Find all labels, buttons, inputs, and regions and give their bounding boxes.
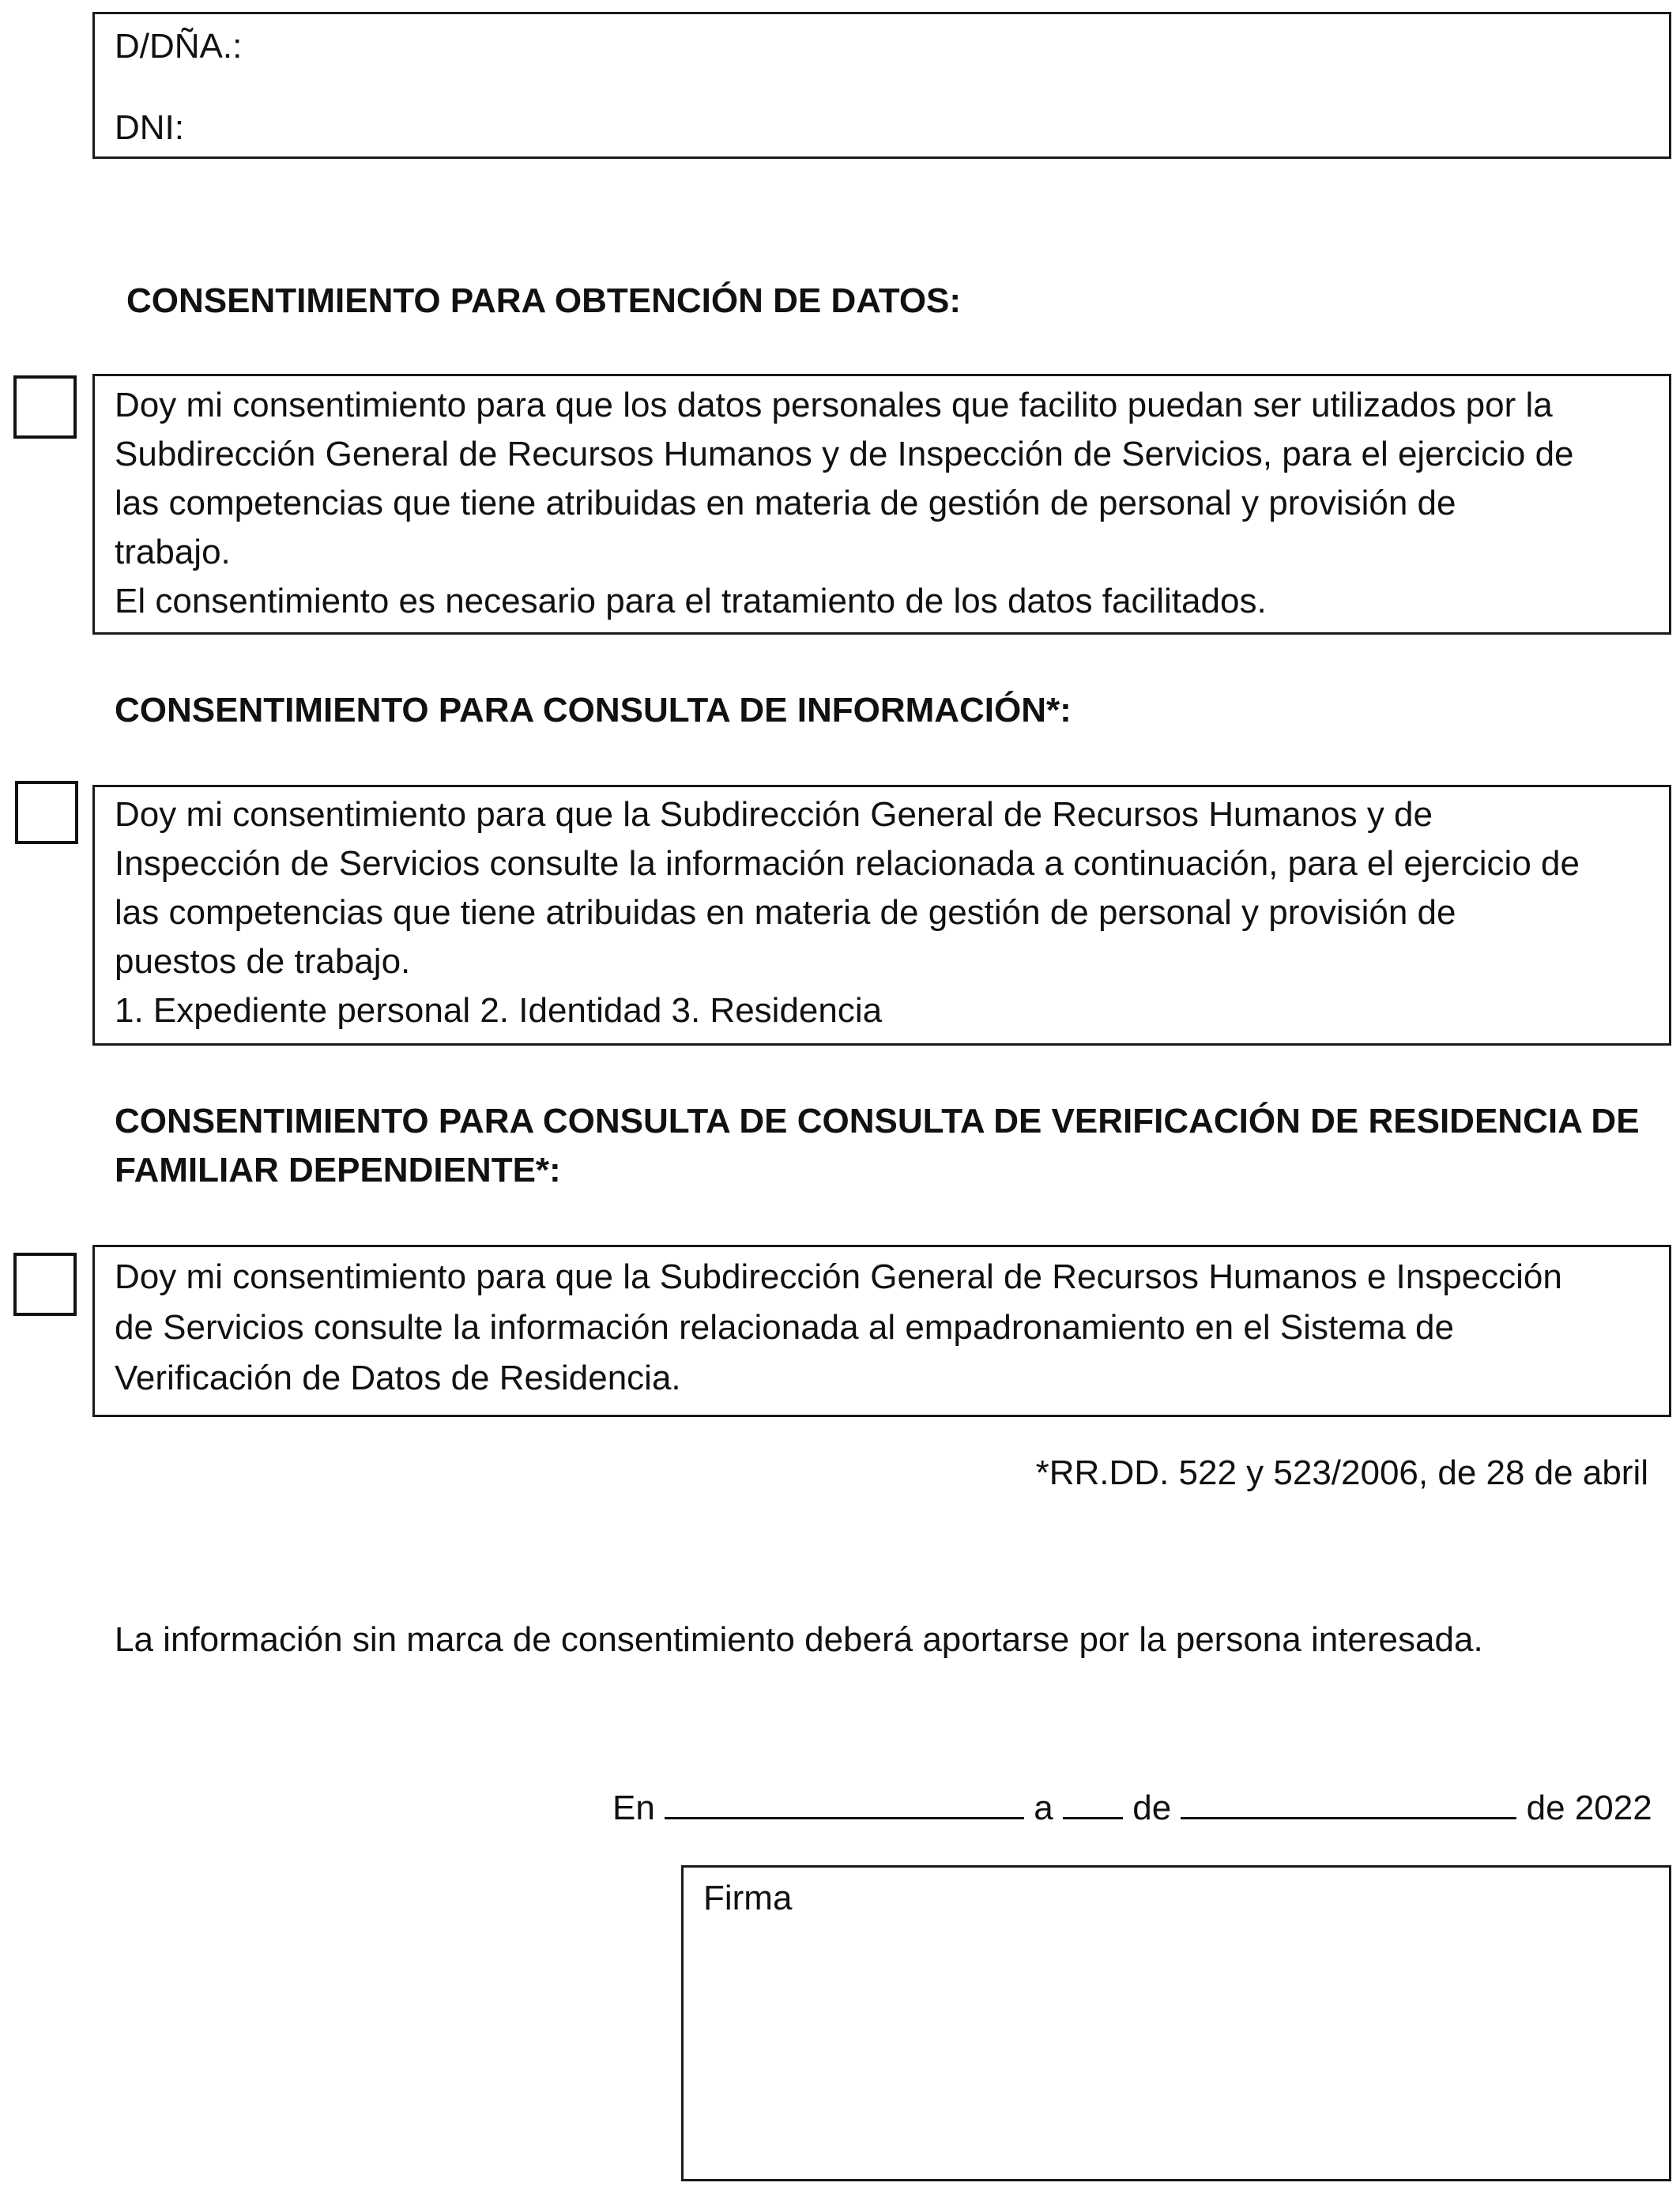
date-a: a xyxy=(1034,1789,1053,1827)
section3-title xyxy=(115,1097,1640,1195)
section3-line: de Servicios consulte la información relacionada al empadronamiento en el Sistema de xyxy=(115,1308,1454,1347)
signature-box[interactable] xyxy=(681,1865,1671,2181)
dni-label: DNI: xyxy=(115,108,184,147)
date-line xyxy=(612,1782,1652,1833)
section2-title: CONSENTIMIENTO PARA CONSULTA DE INFORMACIÓN*: xyxy=(115,691,1072,729)
section1-line: Subdirección General de Recursos Humanos y de Inspección de Servicios, para el ejercicio de xyxy=(115,435,1574,473)
month-blank[interactable] xyxy=(1181,1782,1516,1819)
section3-text xyxy=(115,1252,1562,1404)
identity-box xyxy=(92,12,1671,159)
name-label: D/DÑA.: xyxy=(115,27,243,66)
section2-text xyxy=(115,790,1580,1035)
date-suffix: de 2022 xyxy=(1526,1789,1652,1827)
place-blank[interactable] xyxy=(665,1782,1024,1819)
section2-line: puestos de trabajo. xyxy=(115,942,411,981)
consent-residence-checkbox[interactable] xyxy=(13,1253,77,1316)
signature-label: Firma xyxy=(703,1879,793,1917)
section1-line: Doy mi consentimiento para que los datos personales que facilito puedan ser utilizados por la xyxy=(115,386,1553,424)
notice-text: La información sin marca de consentimiento deberá aportarse por la persona interesada. xyxy=(115,1620,1483,1659)
section3-title-line: FAMILIAR DEPENDIENTE*: xyxy=(115,1151,561,1189)
section1-line: las competencias que tiene atribuidas en materia de gestión de personal y provisión de xyxy=(115,484,1456,522)
date-de: de xyxy=(1132,1789,1172,1827)
date-prefix: En xyxy=(612,1789,655,1827)
consent-data-checkbox[interactable] xyxy=(13,375,77,439)
section2-line: Doy mi consentimiento para que la Subdirección General de Recursos Humanos y de xyxy=(115,795,1433,834)
footnote: *RR.DD. 522 y 523/2006, de 28 de abril xyxy=(1035,1453,1648,1492)
section3-title-line: CONSENTIMIENTO PARA CONSULTA DE CONSULTA DE VERIFICACIÓN DE RESIDENCIA DE xyxy=(115,1102,1640,1140)
section1-title: CONSENTIMIENTO PARA OBTENCIÓN DE DATOS: xyxy=(126,281,962,320)
section2-line: Inspección de Servicios consulte la información relacionada a continuación, para el ejercicio de xyxy=(115,844,1580,883)
section2-line: 1. Expediente personal 2. Identidad 3. Residencia xyxy=(115,991,883,1030)
section1-line: El consentimiento es necesario para el tratamiento de los datos facilitados. xyxy=(115,582,1267,620)
section2-line: las competencias que tiene atribuidas en materia de gestión de personal y provisión de xyxy=(115,893,1456,932)
section1-text xyxy=(115,381,1574,626)
section3-line: Verificación de Datos de Residencia. xyxy=(115,1359,681,1397)
consent-query-checkbox[interactable] xyxy=(15,781,78,844)
section3-line: Doy mi consentimiento para que la Subdirección General de Recursos Humanos e Inspección xyxy=(115,1257,1562,1296)
day-blank[interactable] xyxy=(1063,1782,1123,1819)
section1-line: trabajo. xyxy=(115,533,231,571)
